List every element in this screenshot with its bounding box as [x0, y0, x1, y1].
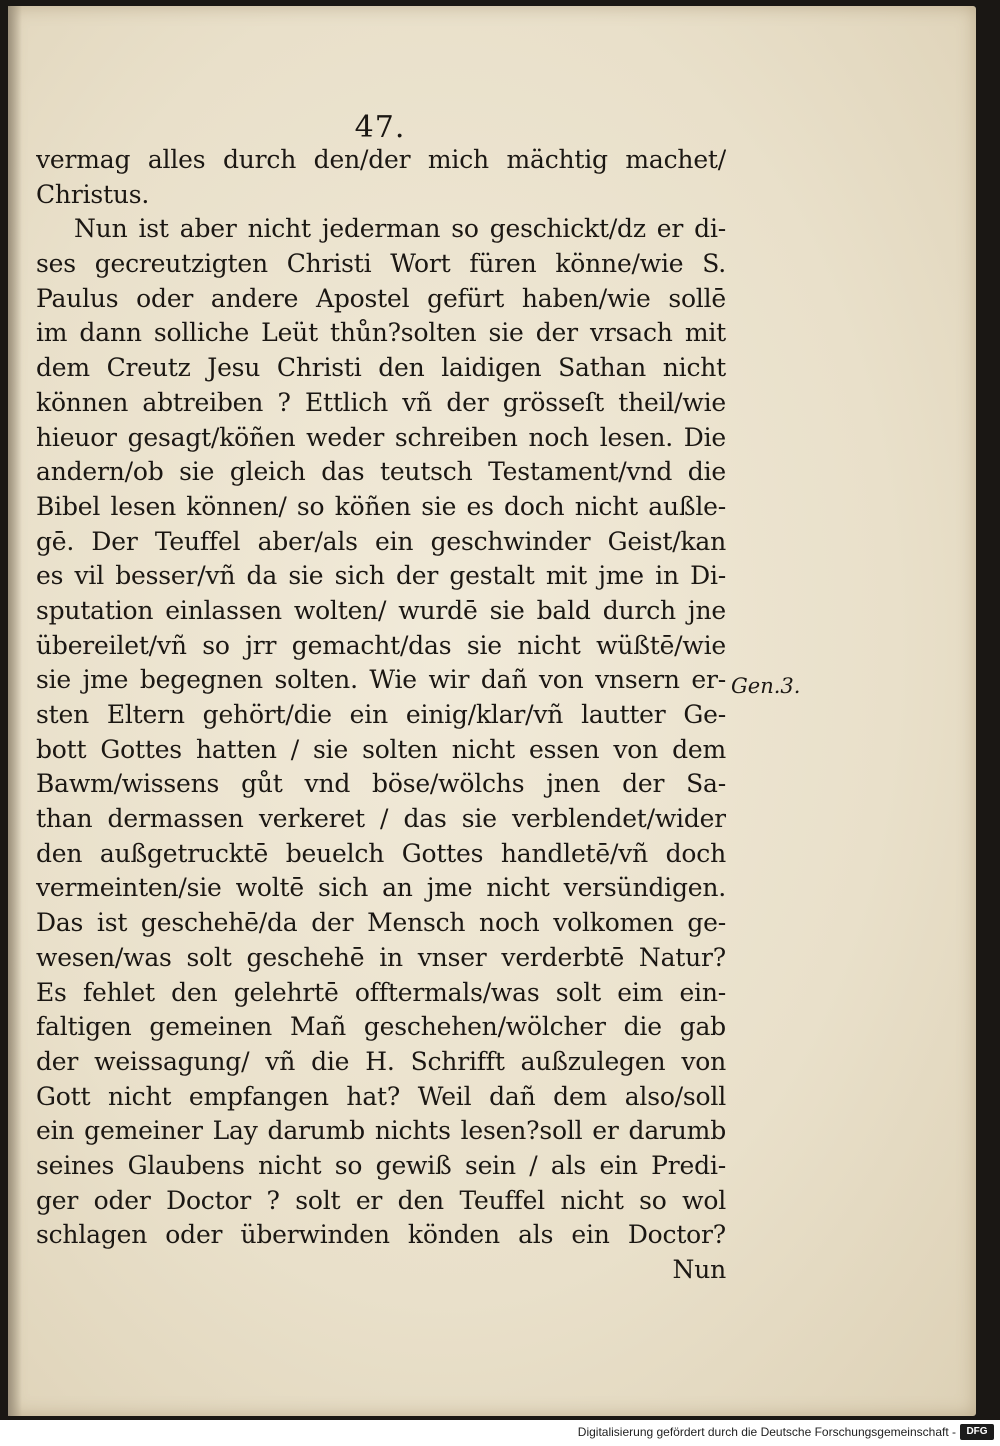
- text-line: Das ist geschehē/da der Mensch noch volkomen ge-: [36, 908, 726, 938]
- text-line: hieuor gesagt/köñen weder schreiben noch lesen. Die: [36, 422, 726, 452]
- text-line: im dann solliche Leüt thůn?solten sie der vrsach mit: [36, 318, 726, 348]
- text-line: es vil besser/vñ da sie sich der gestalt mit jme in Di-: [36, 561, 726, 591]
- text-line: gē. Der Teuffel aber/als ein geschwinder Geist/kan: [36, 526, 726, 556]
- text-line: wesen/was solt geschehē in vnser verderbtē Natur?: [36, 942, 726, 972]
- text-line: bott Gottes hatten / sie solten nicht essen von dem: [36, 734, 726, 764]
- text-line: ein gemeiner Lay darumb nichts lesen?soll er darumb: [36, 1116, 726, 1146]
- text-line: faltigen gemeinen Mañ geschehen/wölcher die gab: [36, 1012, 726, 1042]
- footer-credit: Digitalisierung gefördert durch die Deutsche Forschungsgemeinschaft -: [577, 1425, 956, 1439]
- text-line: seines Glaubens nicht so gewiß sein / als ein Predi-: [36, 1150, 726, 1180]
- text-line: können abtreiben ? Ettlich vñ der grösseſt theil/wie: [36, 387, 726, 417]
- text-line: übereilet/vñ so jrr gemacht/das sie nicht wüßtē/wie: [36, 630, 726, 660]
- text-line: vermag alles durch den/der mich mächtig machet/: [36, 145, 726, 174]
- text-line: sie jme begegnen solten. Wie wir dañ von vnsern er-: [36, 665, 726, 695]
- text-line: den außgetrucktē beuelch Gottes handletē/vñ doch: [36, 838, 726, 868]
- text-line: ses gecreutzigten Christi Wort füren könne/wie S.: [36, 249, 726, 279]
- text-line: sten Eltern gehört/die ein einig/klar/vñ lautter Ge-: [36, 700, 726, 729]
- text-line: sputation einlassen wolten/ wurdē sie bald durch jne: [36, 595, 726, 625]
- text-line: der weissagung/ vñ die H. Schrifft außzulegen von: [36, 1046, 726, 1076]
- footer-bar: [0, 1420, 1000, 1446]
- text-line: Es fehlet den gelehrtē offtermals/was solt eim ein-: [36, 977, 726, 1007]
- text-line: dem Creutz Jesu Christi den laidigen Sathan nicht: [36, 353, 726, 383]
- text-line: Christus.: [36, 179, 150, 209]
- text-line: Bawm/wissens gůt vnd böse/wölchs jnen der Sa-: [36, 769, 726, 799]
- page-number: 47.: [354, 110, 406, 145]
- text-line: Paulus oder andere Apostel gefürt haben/wie sollē: [36, 283, 726, 313]
- text-line: Gott nicht empfangen hat? Weil dañ dem also/soll: [36, 1081, 726, 1111]
- text-line: ger oder Doctor ? solt er den Teuffel nicht so wol: [36, 1185, 726, 1215]
- page-gutter-shadow: [8, 6, 22, 1416]
- text-line: than dermassen verkeret / das sie verblendet/wider: [36, 804, 726, 834]
- body-text: [36, 143, 726, 1288]
- text-line: Bibel lesen können/ so köñen sie es doch nicht außle-: [36, 491, 726, 521]
- text-line: andern/ob sie gleich das teutsch Testament/vnd die: [36, 457, 726, 487]
- text-line: Nun ist aber nicht jederman so geschickt/dz er di-: [74, 214, 726, 244]
- dfg-logo: DFG: [960, 1424, 994, 1440]
- text-line: vermeinten/sie woltē sich an jme nicht versündigen.: [36, 873, 726, 903]
- margin-note: Gen.3.: [731, 674, 801, 698]
- catchword: Nun: [672, 1255, 726, 1284]
- text-line: schlagen oder überwinden könden als ein Doctor?: [36, 1220, 726, 1250]
